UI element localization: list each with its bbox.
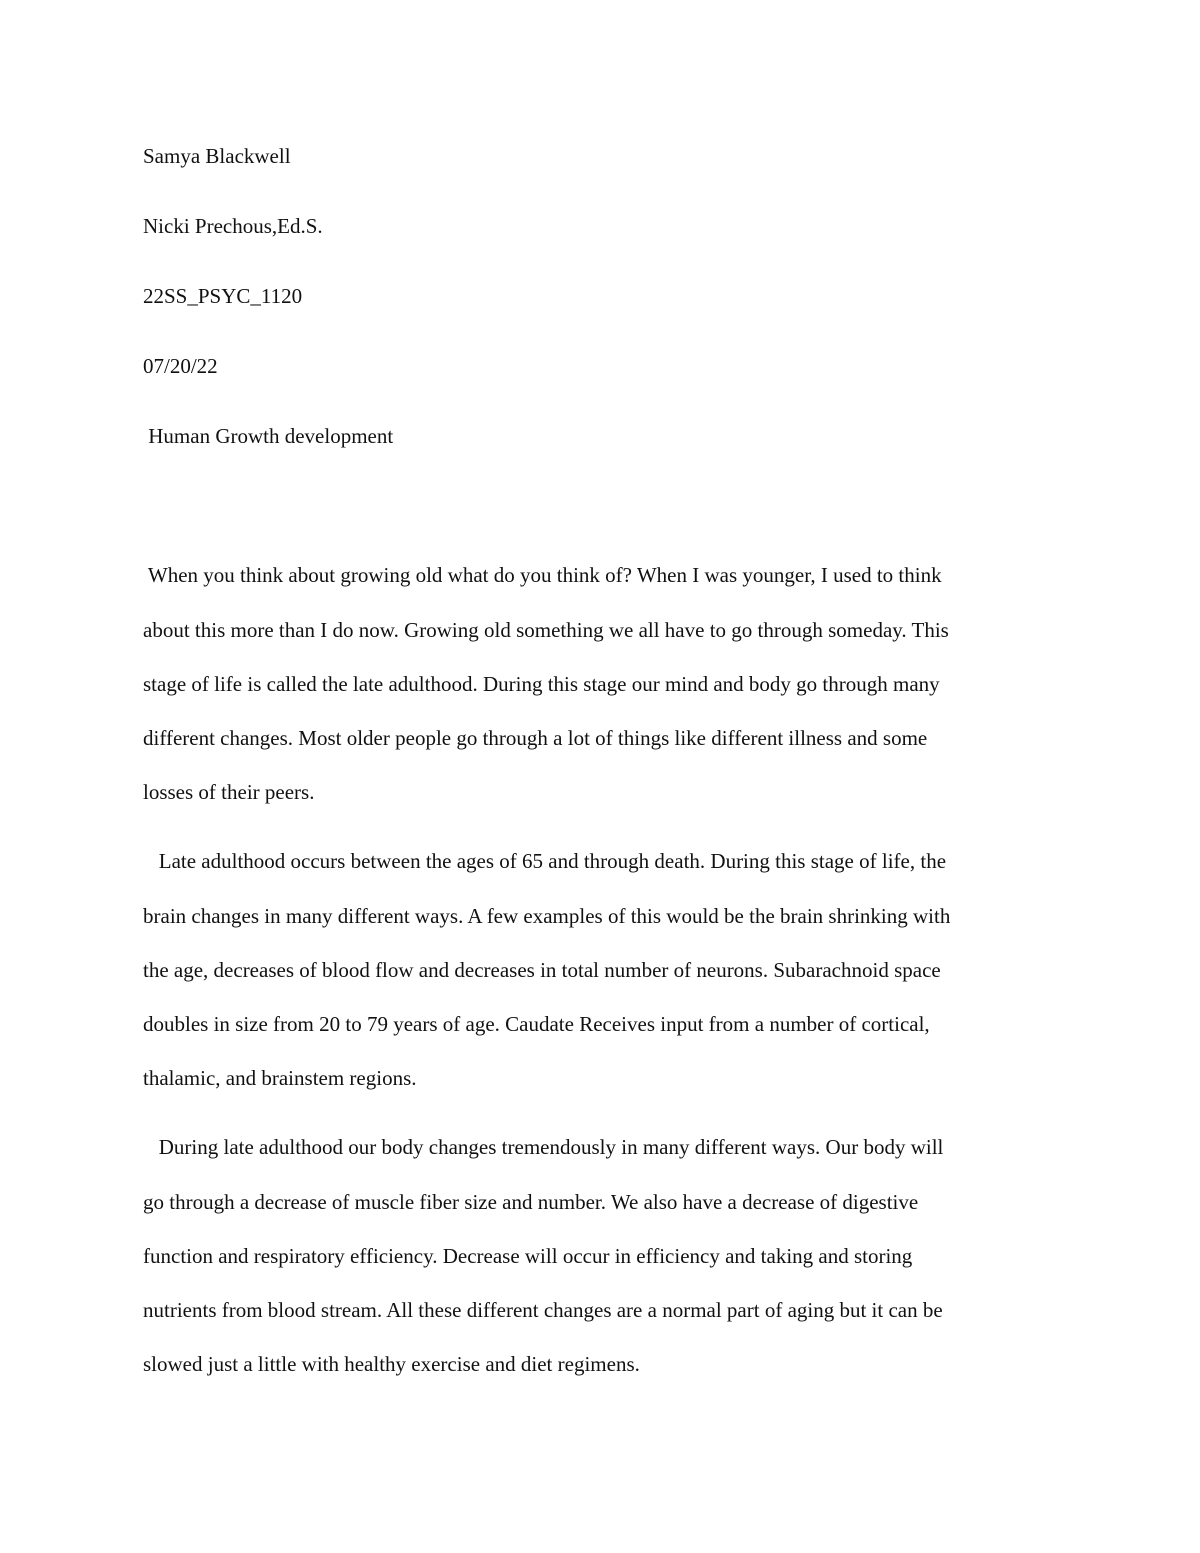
course-code: 22SS_PSYC_1120 [143,284,303,308]
paragraph-line: When you think about growing old what do you think of? When I was younger, I used to think [143,563,942,587]
document-title: Human Growth development [143,424,394,448]
paragraph-line: different changes. Most older people go through a lot of things like different illness and some [143,726,928,750]
paragraph-line: the age, decreases of blood flow and decreases in total number of neurons. Subarachnoid space [143,958,941,982]
paragraph-line: about this more than I do now. Growing old something we all have to go through someday. This [143,618,949,642]
paragraph-line: nutrients from blood stream. All these different changes are a normal part of aging but it can be [143,1298,943,1322]
instructor-name: Nicki Prechous,Ed.S. [143,214,323,238]
document-date: 07/20/22 [143,354,218,378]
paragraph-line: slowed just a little with healthy exercise and diet regimens. [143,1352,640,1376]
paragraph-line: During late adulthood our body changes tremendously in many different ways. Our body will [143,1135,944,1159]
paragraph-line: doubles in size from 20 to 79 years of age. Caudate Receives input from a number of cortical, [143,1012,930,1036]
paragraph-line: go through a decrease of muscle fiber size and number. We also have a decrease of digestive [143,1190,919,1214]
paragraph-line: losses of their peers. [143,780,315,804]
paragraph-line: function and respiratory efficiency. Decrease will occur in efficiency and taking and storing [143,1244,913,1268]
paragraph-line: thalamic, and brainstem regions. [143,1066,417,1090]
paragraph-line: brain changes in many different ways. A few examples of this would be the brain shrinking with [143,904,951,928]
student-name: Samya Blackwell [143,144,291,168]
paragraph-line: Late adulthood occurs between the ages of 65 and through death. During this stage of life, the [143,849,947,873]
paragraph-line: stage of life is called the late adulthood. During this stage our mind and body go through many [143,672,940,696]
